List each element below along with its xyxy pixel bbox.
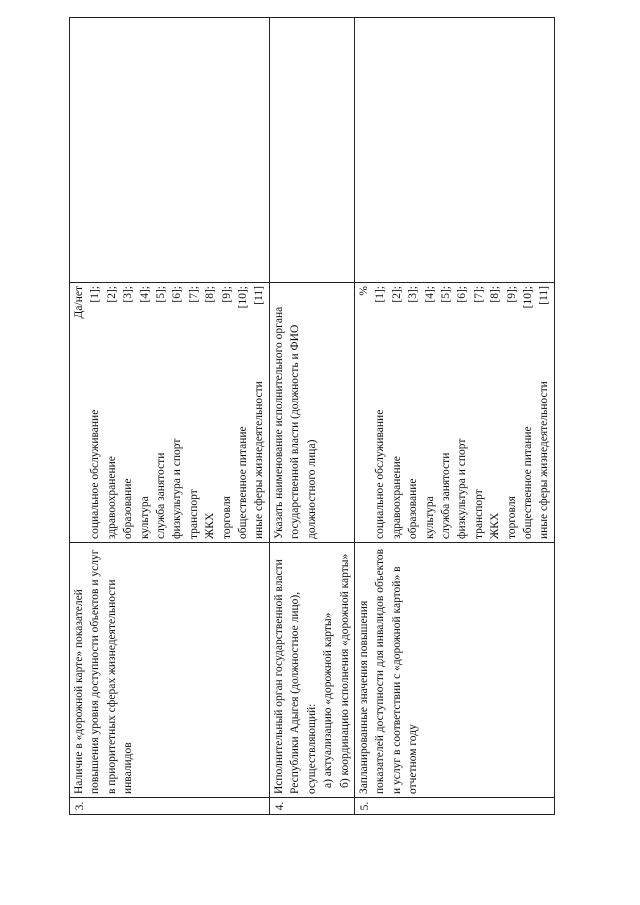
areas-cell: [70, 283, 270, 543]
area-code: [2];: [105, 286, 118, 303]
area-item: [137, 286, 153, 539]
result-cell[interactable]: [354, 18, 554, 283]
area-code: [4];: [423, 286, 436, 303]
result-cell[interactable]: [70, 18, 270, 283]
area-item: [422, 286, 438, 539]
area-name: общественное питание: [237, 426, 250, 539]
table-row: [269, 18, 354, 815]
area-item: [454, 286, 470, 539]
area-name: здравоохранение: [390, 456, 403, 539]
area-item: [251, 286, 267, 539]
result-cell[interactable]: [269, 18, 354, 283]
area-name: иные сферы жизнедеятельности: [253, 381, 266, 539]
area-code: [3];: [407, 286, 420, 303]
areas-cell: [354, 283, 554, 543]
indicator-text: Исполнительный орган государственной власти Республики Адыгея (должностное лицо), осуществляющий:: [272, 559, 318, 794]
instruction-cell: Указать наименование исполнительного органа государственной власти (должность и ФИО должностного лица): [269, 283, 354, 543]
row-number: 5.: [354, 798, 554, 815]
area-item: [120, 286, 136, 539]
indicator-cell: Запланированные значения повышения показателей доступности для инвалидов объектов и услуг в соответствии с «дорожной картой» в отчетном году: [354, 543, 554, 798]
area-code: [9];: [505, 286, 518, 303]
area-code: [2];: [390, 286, 403, 303]
indicator-cell: Наличие в «дорожной карте» показателей повышения уровня доступности объектов и услуг в приоритетных сферах жизнедеятельности инвалидов: [70, 543, 270, 798]
area-item: [169, 286, 185, 539]
area-name: ЖКХ: [204, 512, 217, 539]
indicator-item-b: б) координацию исполнения «дорожной карты»: [338, 553, 351, 788]
rotated-page: [69, 18, 551, 815]
area-code: [5];: [155, 286, 168, 303]
area-name: ЖКХ: [489, 512, 502, 539]
area-name: здравоохранение: [105, 456, 118, 539]
area-code: [8];: [204, 286, 217, 303]
area-code: [7];: [472, 286, 485, 303]
area-item: [487, 286, 503, 539]
area-name: транспорт: [187, 489, 200, 539]
area-item: [87, 286, 103, 539]
area-item: [186, 286, 202, 539]
row-number: 4.: [269, 798, 354, 815]
area-name: общественное питание: [521, 426, 534, 539]
area-code: [7];: [187, 286, 200, 303]
area-item: [438, 286, 454, 539]
area-name: образование: [122, 478, 135, 539]
table-row: [70, 18, 270, 815]
area-list: [372, 286, 552, 539]
area-code: [10];: [237, 286, 250, 309]
area-item: [536, 286, 552, 539]
area-code: [11]: [538, 286, 551, 305]
indicator-table: [69, 17, 555, 815]
area-name: транспорт: [472, 489, 485, 539]
area-item: [520, 286, 536, 539]
area-code: [6];: [171, 286, 184, 303]
area-item: [504, 286, 520, 539]
indicator-item-a: а) актуализацию «дорожной карты»: [322, 612, 335, 788]
area-item: [471, 286, 487, 539]
area-name: торговля: [505, 496, 518, 539]
unit-label: Да/нет: [73, 286, 85, 319]
indicator-cell: [269, 543, 354, 798]
area-name: иные сферы жизнедеятельности: [538, 381, 551, 539]
area-item: [235, 286, 251, 539]
area-name: торговля: [220, 496, 233, 539]
area-code: [4];: [138, 286, 151, 303]
area-item: [202, 286, 218, 539]
area-code: [1];: [374, 286, 387, 303]
area-name: физкультура и спорт: [456, 438, 469, 539]
area-code: [8];: [489, 286, 502, 303]
area-name: социальное обслуживание: [89, 409, 102, 539]
area-name: культура: [423, 496, 436, 539]
row-number: 3.: [70, 798, 270, 815]
area-code: [11]: [253, 286, 266, 305]
area-item: [104, 286, 120, 539]
area-code: [3];: [122, 286, 135, 303]
area-item: [389, 286, 405, 539]
area-code: [6];: [456, 286, 469, 303]
area-item: [405, 286, 421, 539]
area-name: социальное обслуживание: [374, 409, 387, 539]
area-code: [1];: [89, 286, 102, 303]
area-name: служба занятости: [439, 452, 452, 539]
area-name: образование: [407, 478, 420, 539]
area-item: [372, 286, 388, 539]
unit-label: %: [357, 286, 370, 296]
area-list: [87, 286, 267, 539]
area-code: [9];: [220, 286, 233, 303]
area-code: [5];: [439, 286, 452, 303]
area-name: физкультура и спорт: [171, 438, 184, 539]
area-name: культура: [138, 496, 151, 539]
area-name: служба занятости: [155, 452, 168, 539]
area-code: [10];: [521, 286, 534, 309]
area-item: [153, 286, 169, 539]
area-item: [219, 286, 235, 539]
table-row: [354, 18, 554, 815]
